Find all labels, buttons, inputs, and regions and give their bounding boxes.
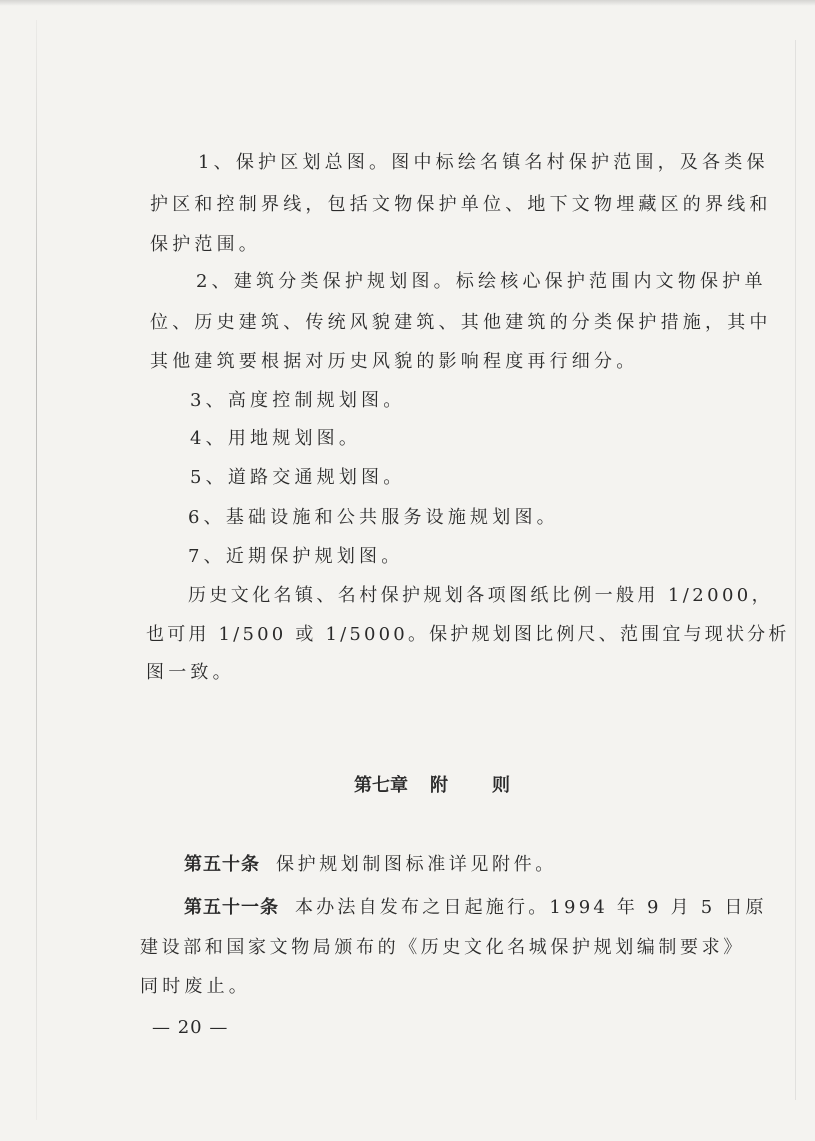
chapter-heading [354, 774, 510, 798]
item2-line1: 2、建筑分类保护规划图。标绘核心保护范围内文物保护单 [196, 271, 767, 292]
item1-line1: 1、保护区划总图。图中标绘名镇名村保护范围，及各类保 [198, 152, 769, 173]
article51-line3: 同时废止。 [140, 976, 251, 997]
chapter-title-part1: 附 [430, 775, 448, 796]
article50-text: 保护规划制图标准详见附件。 [276, 854, 557, 875]
scale-note-line3: 图一致。 [146, 662, 235, 683]
article51-line2: 建设部和国家文物局颁布的《历史文化名城保护规划编制要求》 [140, 937, 745, 958]
article51-label: 第五十一条 [184, 897, 279, 918]
scan-edge [0, 0, 815, 6]
item6: 6、基础设施和公共服务设施规划图。 [188, 507, 559, 528]
scale-note-line2: 也可用 1/500 或 1/5000。保护规划图比例尺、范围宜与现状分析 [146, 624, 790, 645]
item2-line2: 位、历史建筑、传统风貌建筑、其他建筑的分类保护措施，其中 [150, 312, 772, 333]
item5: 5、道路交通规划图。 [190, 467, 406, 488]
scale-note-line1: 历史文化名镇、名村保护规划各项图纸比例一般用 1/2000， [188, 585, 774, 606]
scan-artifact-right [795, 40, 796, 1100]
article51-text-line1: 本办法自发布之日起施行。1994 年 9 月 5 日原 [295, 897, 767, 918]
chapter-title-part2: 则 [492, 775, 510, 796]
article51-line1 [184, 896, 767, 920]
chapter-number: 第七章 [354, 775, 408, 796]
item4: 4、用地规划图。 [190, 428, 362, 449]
item2-line3: 其他建筑要根据对历史风貌的影响程度再行细分。 [150, 351, 639, 372]
page-number: — 20 — [152, 1017, 229, 1038]
item1-line3: 保护范围。 [150, 234, 261, 255]
article50 [184, 853, 557, 877]
item7: 7、近期保护规划图。 [188, 546, 404, 567]
item3: 3、高度控制规划图。 [190, 390, 406, 411]
scan-artifact-left [36, 20, 37, 1120]
article50-label: 第五十条 [184, 854, 260, 875]
item1-line2: 护区和控制界线，包括文物保护单位、地下文物埋藏区的界线和 [150, 194, 772, 215]
